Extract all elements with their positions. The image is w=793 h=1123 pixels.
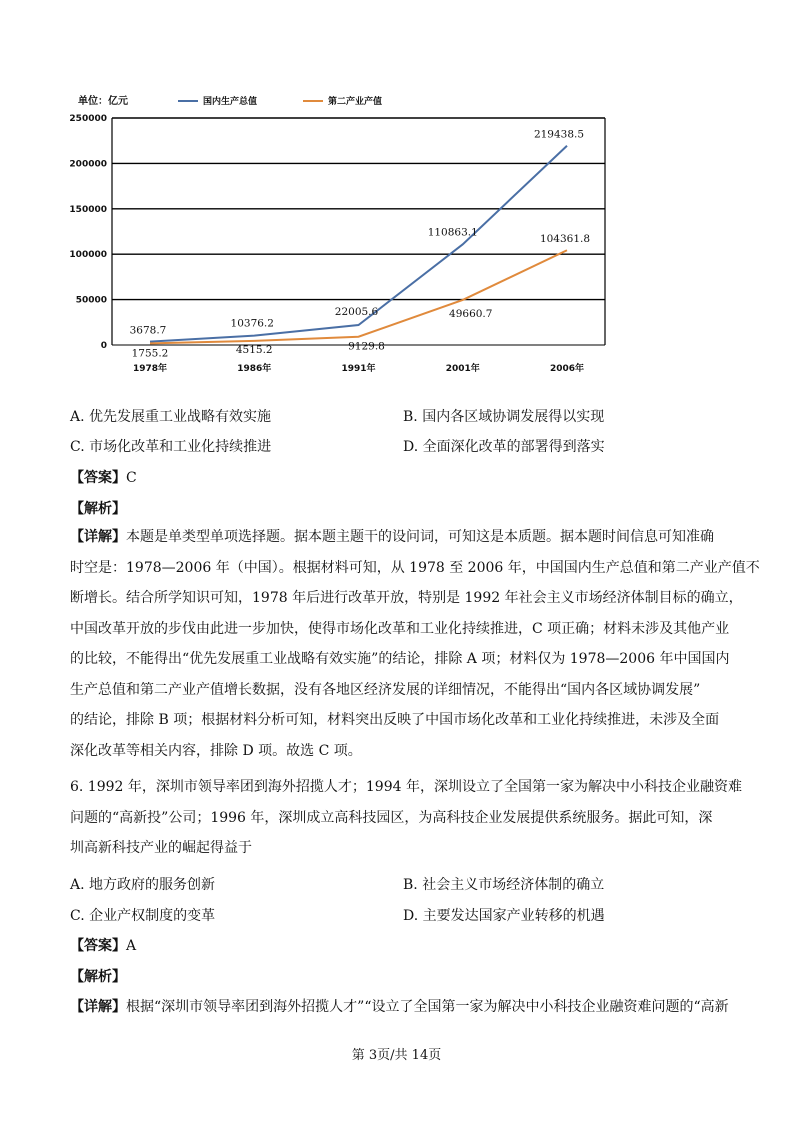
q6-stem	[70, 772, 742, 864]
q6-option-c: C. 企业产权制度的变革	[70, 908, 216, 924]
legend-label: 国内生产总值	[203, 97, 258, 107]
q5-detail	[70, 522, 760, 766]
data-label: 10376.2	[230, 317, 274, 330]
page-footer: 第 3页/共 14页	[351, 1048, 442, 1063]
q6-detail-text: 根据“深圳市领导率团到海外招揽人才”“设立了全国第一家为解决中小科技企业融资难问题的“高新	[126, 999, 729, 1015]
x-tick-label: 1986年	[237, 364, 272, 374]
q5-detail-line: 深化改革等相关内容，排除 D 项。故选 C 项。	[70, 742, 362, 759]
data-label: 22005.6	[334, 306, 379, 319]
q5-answer-value: C	[126, 470, 137, 486]
q5-detail-line: 断增长。结合所学知识可知，1978 年后进行改革开放，特别是 1992 年社会主义市场经济体制目标的确立，	[70, 590, 743, 606]
x-tick-label: 1978年	[132, 364, 168, 374]
q5-detail-line: 中国改革开放的步伐由此进一步加快，使得市场化改革和工业化持续推进，C 项正确；材料未涉及其他产业	[70, 620, 730, 637]
q6-answer-value: A	[126, 938, 137, 954]
q5-detail-line	[70, 522, 730, 553]
q6-option-a: A. 地方政府的服务创新	[70, 877, 216, 893]
q6-detail	[70, 992, 770, 1023]
y-tick-label: 100000	[69, 250, 107, 261]
q5-option-b: B. 国内各区域协调发展得以实现	[403, 409, 605, 425]
q6-answer-tag: 【答案】	[70, 938, 126, 954]
y-tick-label: 50000	[75, 295, 107, 306]
legend-label: 第二产业产值	[328, 97, 383, 107]
q5-option-d: D. 全面深化改革的部署得到落实	[403, 439, 605, 455]
chart-svg	[60, 88, 620, 383]
q5-answer	[70, 467, 137, 487]
q5-detail-text: 本题是单类型单项选择题。据本题主题干的设问词，可知这是本质题。据本题时间信息可知准确	[126, 529, 714, 545]
q5-analysis-heading	[70, 498, 126, 518]
q5-analysis-tag: 【解析】	[70, 501, 126, 517]
q5-detail-line: 的比较，不能得出“优先发展重工业战略有效实施”的结论，排除 A 项；材料仅为 1978—2006 年中国国内	[70, 651, 730, 667]
q6-answer	[70, 935, 136, 955]
q5-detail-tag: 【详解】	[70, 529, 126, 545]
q5-answer-tag: 【答案】	[70, 470, 126, 486]
series-line-2	[150, 250, 567, 343]
q6-detail-line	[70, 992, 770, 1023]
q6-detail-tag: 【详解】	[70, 999, 126, 1015]
gdp-line-chart	[60, 88, 620, 383]
q6-option-d: D. 主要发达国家产业转移的机遇	[403, 908, 605, 924]
data-label: 219438.5	[533, 128, 585, 141]
data-label: 1755.2	[131, 347, 169, 360]
q5-detail-line: 生产总值和第二产业产值增长数据，没有各地区经济发展的详细情况，不能得出“国内各区域协调发展”	[70, 681, 701, 698]
data-label: 110863.1	[427, 226, 478, 239]
unit-label: 单位：亿元	[78, 96, 128, 107]
data-label: 3678.7	[129, 324, 167, 337]
x-tick-label: 2006年	[549, 364, 585, 374]
q6-analysis-tag: 【解析】	[70, 969, 126, 985]
q6-analysis-heading	[70, 966, 126, 986]
q5-option-c: C. 市场化改革和工业化持续推进	[70, 439, 272, 455]
x-tick-label: 2001年	[445, 364, 480, 374]
q6-option-b: B. 社会主义市场经济体制的确立	[403, 877, 605, 893]
x-tick-label: 1991年	[341, 364, 376, 374]
data-label: 9129.8	[348, 340, 385, 353]
y-tick-label: 150000	[69, 204, 107, 215]
q6-stem-line: 6. 1992 年，深圳市领导率团到海外招揽人才；1994 年，深圳设立了全国第一家为解决中小科技企业融资难	[70, 779, 742, 795]
y-tick-label: 250000	[69, 114, 107, 124]
q5-detail-line: 的结论，排除 B 项；根据材料分析可知，材料突出反映了中国市场化改革和工业化持续推进，未涉及全面	[70, 712, 720, 728]
data-label: 49660.7	[449, 307, 493, 320]
y-tick-label: 0	[100, 341, 107, 351]
data-label: 104361.8	[539, 233, 591, 246]
q6-stem-line: 圳高新科技产业的崛起得益于	[70, 840, 252, 856]
q6-stem-line: 问题的“高新投”公司；1996 年，深圳成立高科技园区，为高科技企业发展提供系统服务。据此可知，深	[70, 809, 713, 826]
y-tick-label: 200000	[69, 159, 107, 170]
data-label: 4515.2	[235, 343, 273, 356]
q5-detail-line: 时空是：1978—2006 年（中国）。根据材料可知，从 1978 至 2006 年，中国国内生产总值和第二产业产值不	[70, 559, 760, 576]
q5-option-a: A. 优先发展重工业战略有效实施	[70, 409, 272, 425]
